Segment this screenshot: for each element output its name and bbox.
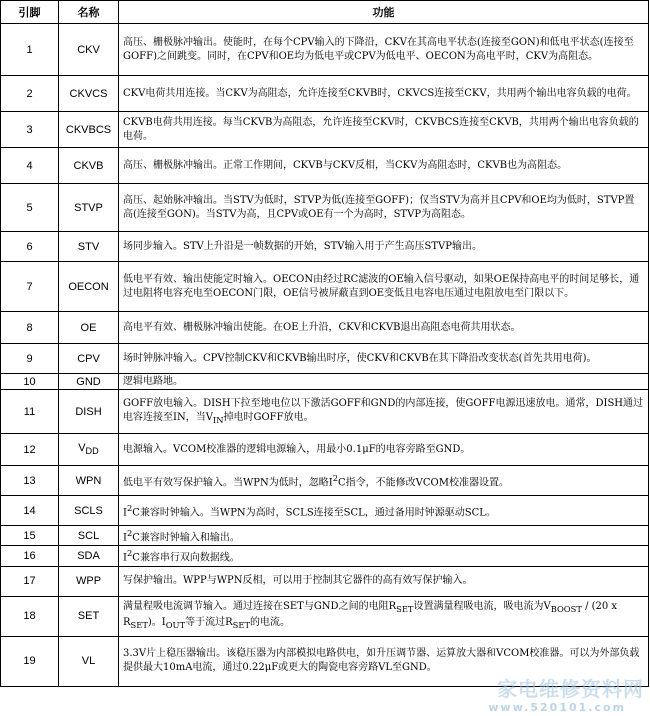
pin-description: 低电平有效、输出使能定时输入。OECON由经过RC滤波的OE输入信号驱动，如果OE保持高电平的时间足够长，通过电阻将电容充电至OECON门限，OE信号被屏蔽直到OE变低且电容电压通过电阻放电至门限以下。 [119, 262, 649, 312]
pin-number: 3 [1, 112, 59, 148]
pin-name: WPP [59, 566, 119, 596]
table-row [1, 76, 649, 112]
pin-description: 场同步输入。STV上升沿是一帧数据的开始，STV输入用于产生高压STVP输出。 [119, 232, 649, 262]
pin-description: 低电平有效写保护输入。当WPN为低时，忽略$I^2C$指令，不能修改VCOM校准器设置。 [119, 466, 649, 496]
pin-number: 8 [1, 312, 59, 344]
pin-number: 11 [1, 390, 59, 434]
table-row [1, 466, 649, 496]
header-name: 名称 [59, 1, 119, 24]
pin-number: 15 [1, 526, 59, 546]
pin-number: 16 [1, 546, 59, 566]
pin-name: OECON [59, 262, 119, 312]
pin-number: 13 [1, 466, 59, 496]
pin-number: 14 [1, 496, 59, 526]
table-row [1, 374, 649, 390]
watermark-logo: 家电维修资料网 [497, 677, 644, 701]
pin-name: DISH [59, 390, 119, 434]
table-row [1, 344, 649, 374]
pin-name: GND [59, 374, 119, 390]
table-row [1, 184, 649, 232]
pin-name: STVP [59, 184, 119, 232]
table-row [1, 24, 649, 76]
pin-name: SET [59, 596, 119, 636]
table-row [1, 390, 649, 434]
pin-number: 1 [1, 24, 59, 76]
pin-name: SCLS [59, 496, 119, 526]
pin-name: SCL [59, 526, 119, 546]
table-row [1, 262, 649, 312]
pin-name: CPV [59, 344, 119, 374]
table-row [1, 496, 649, 526]
pin-name: CKVCS [59, 76, 119, 112]
pin-description: 高压、栅极脉冲输出。使能时，在每个CPV输入的下降沿，CKV在其高电平状态(连接至GON)和低电平状态(连接至GOFF)之间跳变。同时，在CPV和OE均为低电平或CPV为低电平、OECON为高电平时，CKV为高阻态。 [119, 24, 649, 76]
pin-number: 5 [1, 184, 59, 232]
header-pin: 引脚 [1, 1, 59, 24]
pin-number: 12 [1, 434, 59, 466]
pin-description: CKVB电荷共用连接。每当CKVB为高阻态，允许连接至CKV时，CKVBCS连接至CKVB，共用两个输出电容负载的电荷。 [119, 112, 649, 148]
pin-description: 高压、栅极脉冲输出。正常工作期间，CKVB与CKV反相，当CKV为高阻态时，CKVB也为高阻态。 [119, 148, 649, 184]
table-row [1, 566, 649, 596]
pin-number: 9 [1, 344, 59, 374]
pin-description: 3.3V片上稳压器输出。该稳压器为内部模拟电路供电，如升压调节器、运算放大器和VCOM校准器。可以为外部负载提供最大10mA电流，通过0.22μF或更大的陶瓷电容旁路VL至GND。 [119, 636, 649, 686]
table-row [1, 232, 649, 262]
pin-number: 10 [1, 374, 59, 390]
pin-description: 逻辑电路地。 [119, 374, 649, 390]
watermark-url: www.520101.com [488, 701, 626, 714]
pin-description: $I^2C$兼容串行双向数据线。 [119, 546, 649, 566]
pin-description: GOFF放电输入。DISH下拉至地电位以下激活GOFF和GND的内部连接，使GOFF电源迅速放电。通常，DISH通过电容连接至IN，当$V_{IN}$掉电时GOFF放电。 [119, 390, 649, 434]
pin-description: 满量程吸电流调节输入。通过连接在SET与GND之间的电阻$R_{SET}$设置满量程吸电流，吸电流为$V_{BOOST} / (20$ x $R_{SET}$)。$I_{OUT}$等于流过$R_{SET}$的电流。 [119, 596, 649, 636]
pin-number: 17 [1, 566, 59, 596]
table-row [1, 546, 649, 566]
pin-name: VL [59, 636, 119, 686]
table-row [1, 148, 649, 184]
pin-description: 高电平有效、栅极脉冲输出使能。在OE上升沿，CKV和CKVB退出高阻态电荷共用状态。 [119, 312, 649, 344]
pin-name: STV [59, 232, 119, 262]
pin-number: 4 [1, 148, 59, 184]
pin-description: $I^2C$兼容时钟输入。当WPN为高时，SCLS连接至SCL，通过备用时钟源驱动SCL。 [119, 496, 649, 526]
pin-description: 电源输入。VCOM校准器的逻辑电源输入，用最小0.1μF的电容旁路至GND。 [119, 434, 649, 466]
header-function: 功能 [119, 1, 649, 24]
table-row [1, 112, 649, 148]
pin-name: CKVB [59, 148, 119, 184]
table-header-row [1, 1, 649, 24]
pin-description: CKV电荷共用连接。当CKV为高阻态，允许连接至CKVB时，CKVCS连接至CKV，共用两个输出电容负载的电荷。 [119, 76, 649, 112]
pin-number: 6 [1, 232, 59, 262]
pin-description: 高压、起始脉冲输出。当STV为低时，STVP为低(连接至GOFF)；仅当STV为高并且CPV和OE均为低时，STVP置高(连接至GON)。当STV为高，且CPV或OE有一个为高时，STVP为高阻态。 [119, 184, 649, 232]
pin-description: 场时钟脉冲输入。CPV控制CKV和CKVB输出时序，使CKV和CKVB在其下降沿改变状态(首先共用电荷)。 [119, 344, 649, 374]
table-row [1, 312, 649, 344]
pin-name: $V_{DD}$ [59, 434, 119, 466]
pin-description: $I^2C$兼容时钟输入和输出。 [119, 526, 649, 546]
pin-name: CKV [59, 24, 119, 76]
pin-number: 18 [1, 596, 59, 636]
pin-name: CKVBCS [59, 112, 119, 148]
pin-description: 写保护输出。WPP与WPN反相，可以用于控制其它器件的高有效写保护输入。 [119, 566, 649, 596]
table-row [1, 526, 649, 546]
pin-number: 2 [1, 76, 59, 112]
pin-name: SDA [59, 546, 119, 566]
pin-name: WPN [59, 466, 119, 496]
pin-number: 19 [1, 636, 59, 686]
table-row [1, 434, 649, 466]
table-row [1, 596, 649, 636]
pin-number: 7 [1, 262, 59, 312]
pin-name: OE [59, 312, 119, 344]
